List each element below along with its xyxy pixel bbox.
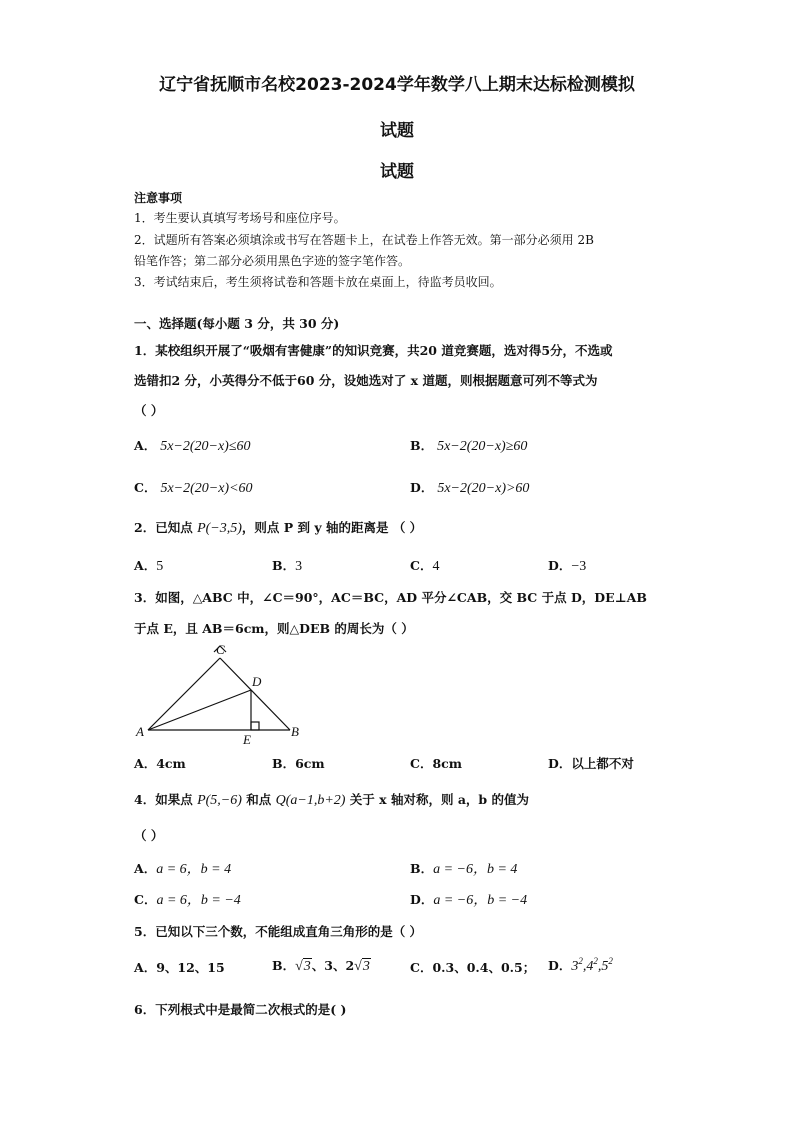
option-value: −3	[571, 559, 587, 574]
question-6-text: 6．下列根式中是最简二次根式的是( )	[134, 1002, 347, 1017]
option-label: B．	[410, 438, 434, 453]
option-d	[548, 556, 586, 575]
vertex-label-b: B	[291, 724, 299, 739]
notes-item: 1．考生要认真填写考场号和座位序号。	[134, 211, 346, 225]
option-d: D．$3^2,4^2,5^2$	[548, 956, 613, 974]
question-2-text	[134, 518, 422, 537]
section-heading: 一、选择题(每小题 3 分，共 30 分)	[134, 316, 340, 331]
power-base: 4	[586, 959, 594, 974]
option-expr: 5x−2(20−x)≥60	[437, 439, 528, 454]
option-label: A．	[134, 438, 157, 453]
option-value: 8cm	[432, 756, 462, 771]
sqrt-radicand: 3	[362, 959, 370, 974]
segment-ad	[148, 690, 251, 730]
option-label: D．	[548, 756, 572, 771]
page-title: 辽宁省抚顺市名校2023-2024学年数学八上期末达标检测模拟	[159, 75, 635, 95]
page-subtitle: 试题	[380, 121, 414, 141]
notes-item: 3．考试结束后，考生须将试卷和答题卡放在桌面上，待监考员收回。	[134, 275, 502, 289]
right-angle-mark-e	[251, 722, 259, 730]
vertex-label-a: A	[136, 724, 144, 739]
option-a	[134, 754, 186, 772]
option-b: B．√3、3、2√3	[272, 958, 370, 974]
option-c	[134, 478, 253, 497]
side-ac	[148, 658, 220, 730]
option-value: 5	[156, 559, 164, 574]
option-label: B．	[272, 558, 296, 573]
option-expr: 5x−2(20−x)≤60	[160, 439, 251, 454]
vertex-label-d: D	[252, 674, 262, 689]
option-expr: 5x−2(20−x)>60	[437, 481, 530, 496]
question-3-text: 于点 E，且 AB＝6cm，则△DEB 的周长为（ ）	[134, 621, 414, 636]
option-d	[410, 889, 527, 909]
power-exp: 2	[593, 956, 598, 966]
power-exp: 2	[578, 956, 583, 966]
option-label: D．	[410, 480, 434, 495]
q4-suffix: 关于 x 轴对称，则 a，b 的值为	[345, 792, 530, 807]
question-4-text	[134, 790, 529, 809]
option-label: B．	[272, 958, 296, 973]
q2-prefix: 2．已知点	[134, 520, 198, 535]
option-label: D．	[410, 892, 434, 907]
q4-point-q: Q(a−1,b+2)	[275, 793, 346, 808]
question-1-text: 选错扣2 分，小英得分不低于60 分，设她选对了 x 道题，则根据题意可列不等式为	[134, 373, 598, 388]
option-d	[548, 754, 634, 772]
question-1-text: 1．某校组织开展了“吸烟有害健康”的知识竞赛，共20 道竞赛题，选对得5分，不选或	[134, 343, 613, 358]
option-label: C．	[134, 892, 157, 907]
option-b	[410, 858, 517, 878]
option-value: 3	[295, 559, 303, 574]
page-subtitle-repeat: 试题	[380, 162, 414, 182]
option-label: D．	[548, 558, 572, 573]
option-expr: a = 6，b = 4	[156, 862, 232, 877]
vertex-label-e: E	[243, 732, 251, 747]
option-label: C．	[134, 480, 157, 495]
option-expr: 5x−2(20−x)<60	[160, 481, 253, 496]
q4-mid: 和点	[241, 792, 276, 807]
option-value: 4cm	[156, 756, 186, 771]
notes-heading: 注意事项	[134, 191, 183, 205]
q4-prefix: 4．如果点	[134, 792, 198, 807]
notes-item: 2．试题所有答案必须填涂或书写在答题卡上，在试卷上作答无效。第一部分必须用 2B	[134, 233, 594, 247]
power-base: 5	[601, 959, 609, 974]
question-3-text: 3．如图，△ABC 中，∠C＝90°，AC＝BC，AD 平分∠CAB，交 BC 于点 D，DE⊥AB	[134, 590, 647, 605]
answer-paren: （ ）	[134, 828, 164, 843]
option-c	[134, 889, 241, 909]
option-label: A．	[134, 558, 157, 573]
option-label: A．	[134, 756, 157, 771]
vertex-label-c: C	[216, 642, 225, 657]
power-exp: 2	[608, 956, 613, 966]
option-c: C．0.3、0.4、0.5；	[410, 960, 536, 975]
q2-suffix: ，则点 P 到 y 轴的距离是 （ ）	[241, 520, 423, 535]
option-c	[410, 754, 462, 772]
option-value: 4	[432, 559, 440, 574]
power-base: 3	[571, 959, 579, 974]
option-value: 以上都不对	[571, 756, 634, 771]
option-d	[410, 478, 529, 497]
option-label: C．	[410, 756, 433, 771]
option-a	[134, 556, 163, 575]
side-bc	[220, 658, 290, 730]
option-b	[272, 556, 302, 575]
option-label: A．	[134, 861, 157, 876]
option-label: B．	[272, 756, 296, 771]
option-c	[410, 556, 439, 575]
option-label: C．	[410, 558, 433, 573]
option-expr: a = −6，b = 4	[433, 862, 518, 877]
q4-point-p: P(5,−6)	[197, 793, 242, 808]
option-b	[410, 436, 527, 455]
sqrt-radicand: 3	[303, 959, 311, 974]
option-a: A．9、12、15	[134, 960, 225, 975]
option-value: 6cm	[295, 756, 325, 771]
option-expr: a = 6，b = −4	[156, 893, 241, 908]
question-5-text: 5．已知以下三个数，不能组成直角三角形的是（ ）	[134, 924, 423, 939]
q2-point: P(−3,5)	[197, 521, 242, 536]
answer-paren: （ ）	[134, 403, 164, 418]
option-mid: 、3、2	[311, 958, 355, 973]
option-expr: a = −6，b = −4	[433, 893, 528, 908]
option-a	[134, 436, 251, 455]
option-label: D．	[548, 958, 572, 973]
triangle-figure	[130, 638, 310, 748]
option-a	[134, 858, 231, 878]
option-label: B．	[410, 861, 434, 876]
notes-item: 铅笔作答；第二部分必须用黑色字迹的签字笔作答。	[134, 254, 411, 268]
option-b	[272, 754, 325, 772]
